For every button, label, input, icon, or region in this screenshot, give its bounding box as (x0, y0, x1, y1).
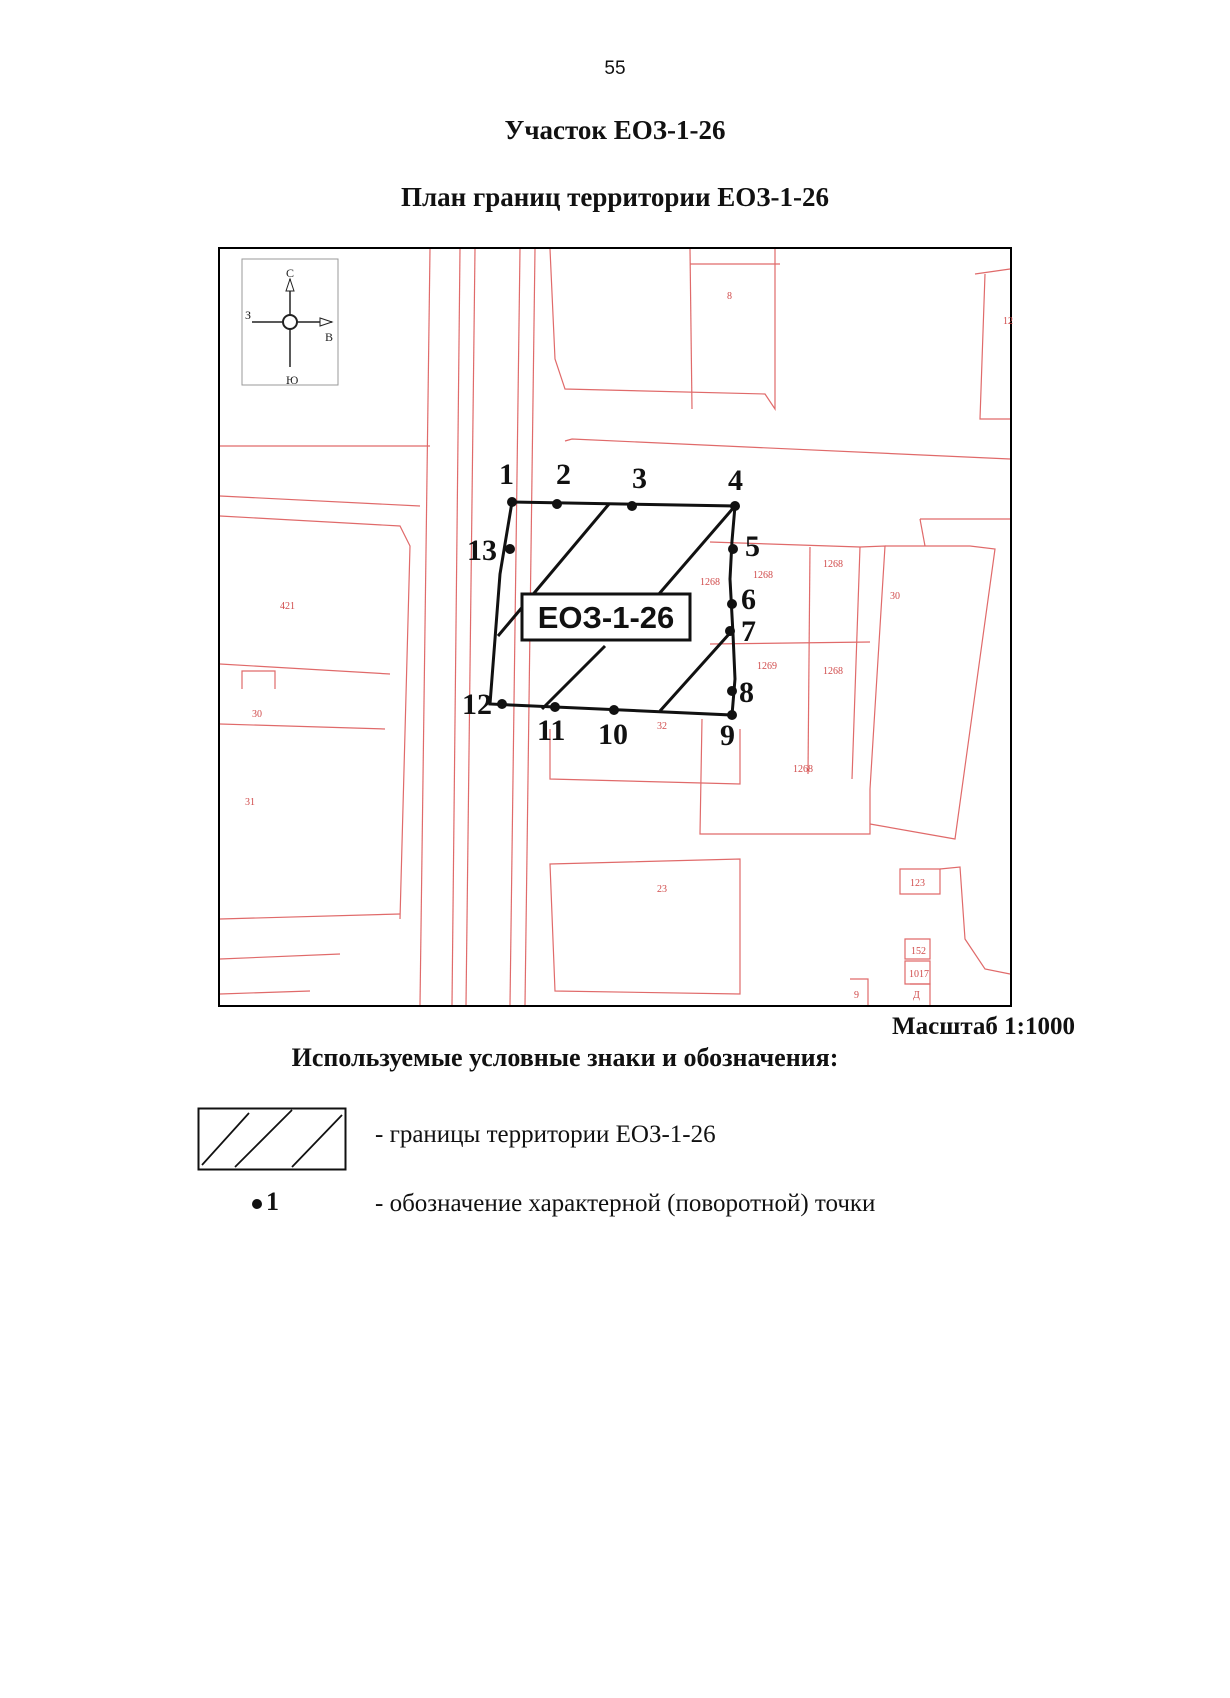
boundary-point (505, 544, 515, 554)
parcel-label: 8 (727, 291, 732, 302)
parcel-label: 1268 (753, 570, 773, 581)
parcel-label: 1268 (823, 666, 843, 677)
boundary-point (550, 702, 560, 712)
boundary-map (218, 247, 1012, 1007)
point-label: 1 (499, 458, 514, 491)
page-number: 55 (604, 58, 626, 79)
boundary-point (507, 497, 517, 507)
hatch-line (660, 633, 730, 711)
boundary-point (728, 544, 738, 554)
parcel-label: 1268 (700, 577, 720, 588)
point-label: 12 (462, 688, 492, 721)
compass-north: С (286, 266, 295, 280)
hatch-line (542, 646, 605, 709)
boundary-point (609, 705, 619, 715)
page-title: Участок ЕОЗ-1-26 (504, 115, 726, 145)
point-label: 7 (741, 615, 756, 648)
point-label: 8 (739, 676, 754, 709)
map-scale: Масштаб 1:1000 (892, 1013, 1075, 1040)
boundary-point (497, 699, 507, 709)
legend-item-boundary: - границы территории ЕОЗ-1-26 (375, 1121, 716, 1148)
point-label: 13 (467, 534, 497, 567)
parcel-label: 152 (911, 946, 926, 957)
boundary-point (725, 626, 735, 636)
parcel-label: 31 (245, 797, 255, 808)
parcel-label: 421 (280, 601, 295, 612)
parcel-labels (245, 291, 1013, 1001)
compass (242, 259, 338, 387)
point-dot-icon (252, 1199, 262, 1209)
parcel-label: 123 (910, 878, 925, 889)
legend-point-label: 1 (266, 1187, 279, 1216)
parcel-label: 32 (657, 721, 667, 732)
point-label: 5 (745, 530, 760, 563)
parcel-label: Д (913, 990, 920, 1001)
east-arrow-icon (320, 318, 332, 326)
boundary-point (727, 686, 737, 696)
point-label: 10 (598, 718, 628, 751)
parcel-label: 12 (1003, 316, 1013, 327)
boundary-point (627, 501, 637, 511)
boundary-point (727, 599, 737, 609)
legend-hatch-icon (197, 1107, 347, 1171)
parcel-label: 30 (252, 709, 262, 720)
boundary-point (552, 499, 562, 509)
point-label: 2 (556, 458, 571, 491)
point-label: 11 (537, 714, 566, 747)
map-svg (220, 249, 1013, 1005)
parcel-label: 1269 (757, 661, 777, 672)
parcel-label: 1268 (823, 559, 843, 570)
legend-point-symbol (252, 1187, 279, 1217)
boundary-point (730, 501, 740, 511)
point-label: 9 (720, 719, 735, 752)
zone-label: ЕОЗ-1-26 (537, 600, 675, 635)
parcel-label: 30 (890, 591, 900, 602)
territory-boundary (490, 502, 735, 715)
point-label: 4 (728, 464, 743, 497)
parcel-label: 23 (657, 884, 667, 895)
compass-east: В (325, 330, 334, 344)
legend-title: Используемые условные знаки и обозначения: (291, 1043, 839, 1072)
point-label: 6 (741, 583, 756, 616)
compass-west: З (245, 308, 252, 322)
legend-item-point: - обозначение характерной (поворотной) точки (375, 1190, 876, 1217)
parcel-label: 1268 (793, 764, 813, 775)
parcel-label: 9 (854, 990, 859, 1001)
point-label: 3 (632, 462, 647, 495)
parcel-label: 1017 (909, 969, 929, 980)
compass-center (283, 315, 297, 329)
page-subtitle: План границ территории ЕОЗ-1-26 (400, 182, 830, 212)
compass-south: Ю (286, 373, 299, 387)
north-arrow-icon (286, 279, 294, 291)
